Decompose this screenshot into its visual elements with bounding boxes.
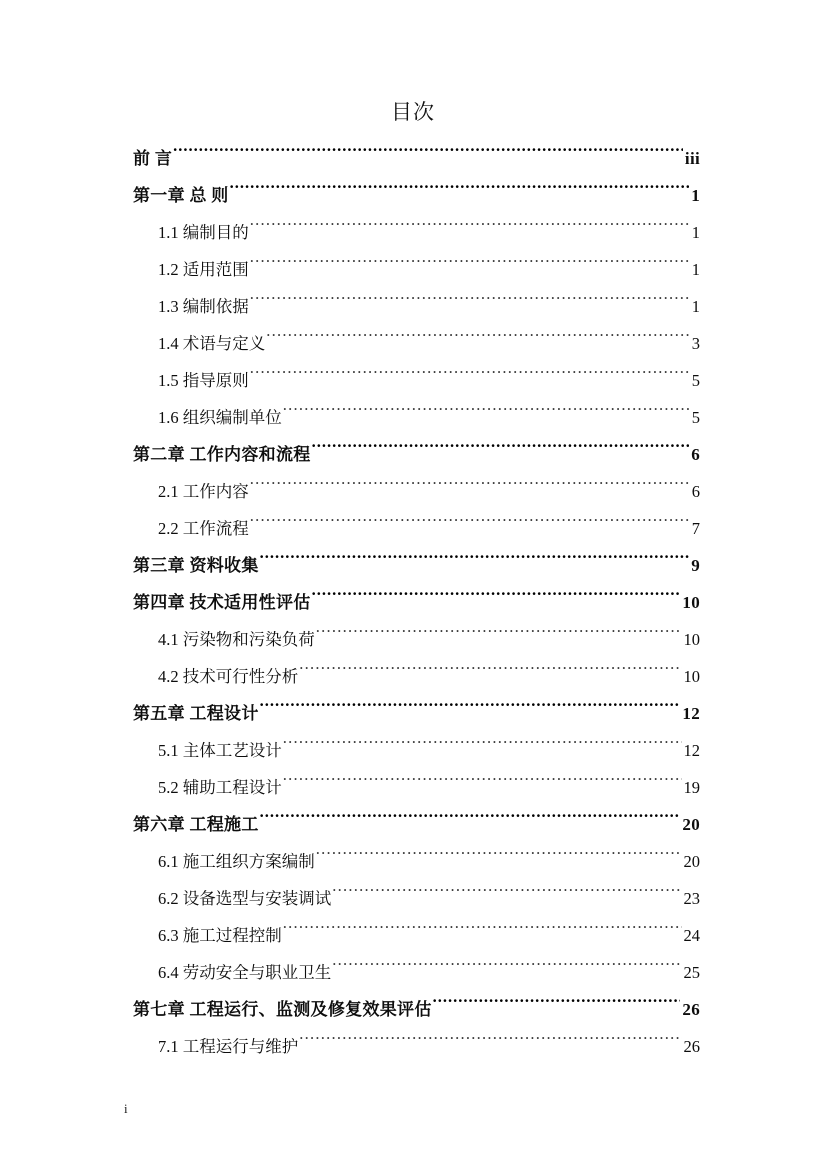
toc-dot-leader xyxy=(250,518,690,534)
toc-entry-page-number: 7 xyxy=(691,519,700,538)
toc-dot-leader xyxy=(283,407,690,423)
toc-entry[interactable] xyxy=(133,473,700,510)
toc-entry-label: 1.1 编制目的 xyxy=(158,223,249,242)
toc-entry-page-number: 10 xyxy=(682,593,700,612)
toc-entry-label: 5.2 辅助工程设计 xyxy=(158,778,282,797)
page-title: 目次 xyxy=(391,100,435,124)
toc-dot-leader xyxy=(173,148,683,164)
toc-entry-page-number: 12 xyxy=(683,741,700,760)
toc-entry-page-number: 9 xyxy=(691,556,700,575)
toc-entry[interactable] xyxy=(133,140,700,177)
toc-entry-page-number: iii xyxy=(684,149,700,168)
toc-entry-label: 第三章 资料收集 xyxy=(133,556,259,575)
toc-entry[interactable] xyxy=(133,917,700,954)
toc-entry[interactable] xyxy=(133,325,700,362)
toc-entry-label: 1.4 术语与定义 xyxy=(158,334,266,353)
toc-entry-page-number: 10 xyxy=(683,667,700,686)
toc-entry[interactable] xyxy=(133,769,700,806)
toc-entry[interactable] xyxy=(133,251,700,288)
toc-dot-leader xyxy=(433,999,681,1015)
toc-dot-leader xyxy=(250,222,690,238)
toc-entry[interactable] xyxy=(133,991,700,1028)
toc-entry-label: 第四章 技术适用性评估 xyxy=(133,593,311,612)
toc-entry-label: 1.2 适用范围 xyxy=(158,260,249,279)
toc-entry-page-number: 5 xyxy=(691,408,700,427)
toc-entry[interactable] xyxy=(133,695,700,732)
toc-entry[interactable] xyxy=(133,214,700,251)
toc-entry-page-number: 1 xyxy=(691,223,700,242)
toc-entry-label: 第六章 工程施工 xyxy=(133,815,259,834)
toc-entry[interactable] xyxy=(133,1028,700,1065)
toc-entry[interactable] xyxy=(133,658,700,695)
toc-dot-leader xyxy=(312,592,681,608)
toc-entry[interactable] xyxy=(133,288,700,325)
toc-dot-leader xyxy=(316,629,682,645)
toc-dot-leader xyxy=(283,925,682,941)
toc-entry[interactable] xyxy=(133,621,700,658)
toc-entry-label: 前 言 xyxy=(133,149,173,168)
toc-entry[interactable] xyxy=(133,436,700,473)
toc-dot-leader xyxy=(260,703,681,719)
toc-dot-leader xyxy=(299,666,681,682)
toc-dot-leader xyxy=(230,185,690,201)
toc-dot-leader xyxy=(260,814,681,830)
toc-dot-leader xyxy=(299,1036,681,1052)
toc-entry-label: 1.3 编制依据 xyxy=(158,297,249,316)
toc-entry-label: 6.1 施工组织方案编制 xyxy=(158,852,315,871)
toc-entry-label: 4.1 污染物和污染负荷 xyxy=(158,630,315,649)
toc-entry[interactable] xyxy=(133,584,700,621)
toc-entry-page-number: 3 xyxy=(691,334,700,353)
toc-entry[interactable] xyxy=(133,843,700,880)
toc-entry-page-number: 1 xyxy=(691,260,700,279)
toc-entry-label: 第一章 总 则 xyxy=(133,186,229,205)
toc-entry[interactable] xyxy=(133,806,700,843)
toc-entry-label: 6.2 设备选型与安装调试 xyxy=(158,889,332,908)
toc-entry-page-number: 1 xyxy=(691,186,700,205)
toc-entry-page-number: 5 xyxy=(691,371,700,390)
footer-page-number: i xyxy=(124,1101,128,1116)
toc-dot-leader xyxy=(316,851,682,867)
toc-entry[interactable] xyxy=(133,880,700,917)
toc-entry-page-number: 23 xyxy=(683,889,700,908)
toc-dot-leader xyxy=(250,481,690,497)
toc-entry-label: 1.6 组织编制单位 xyxy=(158,408,282,427)
toc-entry[interactable] xyxy=(133,362,700,399)
toc-entry-page-number: 12 xyxy=(682,704,700,723)
toc-entry-page-number: 10 xyxy=(683,630,700,649)
toc-entry-label: 2.1 工作内容 xyxy=(158,482,249,501)
toc-dot-leader xyxy=(332,962,681,978)
toc-entry-label: 2.2 工作流程 xyxy=(158,519,249,538)
toc-entry[interactable] xyxy=(133,954,700,991)
toc-entry-label: 1.5 指导原则 xyxy=(158,371,249,390)
toc-entry[interactable] xyxy=(133,177,700,214)
toc-dot-leader xyxy=(266,333,690,349)
toc-entry[interactable] xyxy=(133,510,700,547)
toc-entry-page-number: 19 xyxy=(683,778,700,797)
toc-entry-page-number: 26 xyxy=(683,1037,700,1056)
toc-entry[interactable] xyxy=(133,732,700,769)
toc-entry-page-number: 20 xyxy=(683,852,700,871)
toc-entry-page-number: 1 xyxy=(691,297,700,316)
toc-entry-label: 第二章 工作内容和流程 xyxy=(133,445,311,464)
toc-dot-leader xyxy=(283,740,682,756)
toc-entry-label: 第七章 工程运行、监测及修复效果评估 xyxy=(133,1000,432,1019)
toc-entry-label: 7.1 工程运行与维护 xyxy=(158,1037,299,1056)
toc-dot-leader xyxy=(312,444,690,460)
toc-entry-label: 5.1 主体工艺设计 xyxy=(158,741,282,760)
toc-entry-page-number: 6 xyxy=(691,445,700,464)
toc-entry-label: 6.4 劳动安全与职业卫生 xyxy=(158,963,332,982)
toc-entry-label: 6.3 施工过程控制 xyxy=(158,926,282,945)
toc-dot-leader xyxy=(283,777,682,793)
toc-entry-page-number: 6 xyxy=(691,482,700,501)
table-of-contents xyxy=(133,140,700,1065)
toc-entry[interactable] xyxy=(133,547,700,584)
toc-entry-page-number: 26 xyxy=(682,1000,700,1019)
toc-dot-leader xyxy=(250,296,690,312)
toc-entry-page-number: 20 xyxy=(682,815,700,834)
toc-dot-leader xyxy=(332,888,681,904)
toc-dot-leader xyxy=(250,259,690,275)
toc-entry-label: 4.2 技术可行性分析 xyxy=(158,667,299,686)
toc-entry-page-number: 25 xyxy=(683,963,700,982)
toc-dot-leader xyxy=(250,370,690,386)
toc-entry[interactable] xyxy=(133,399,700,436)
toc-dot-leader xyxy=(260,555,690,571)
toc-entry-label: 第五章 工程设计 xyxy=(133,704,259,723)
toc-entry-page-number: 24 xyxy=(683,926,700,945)
